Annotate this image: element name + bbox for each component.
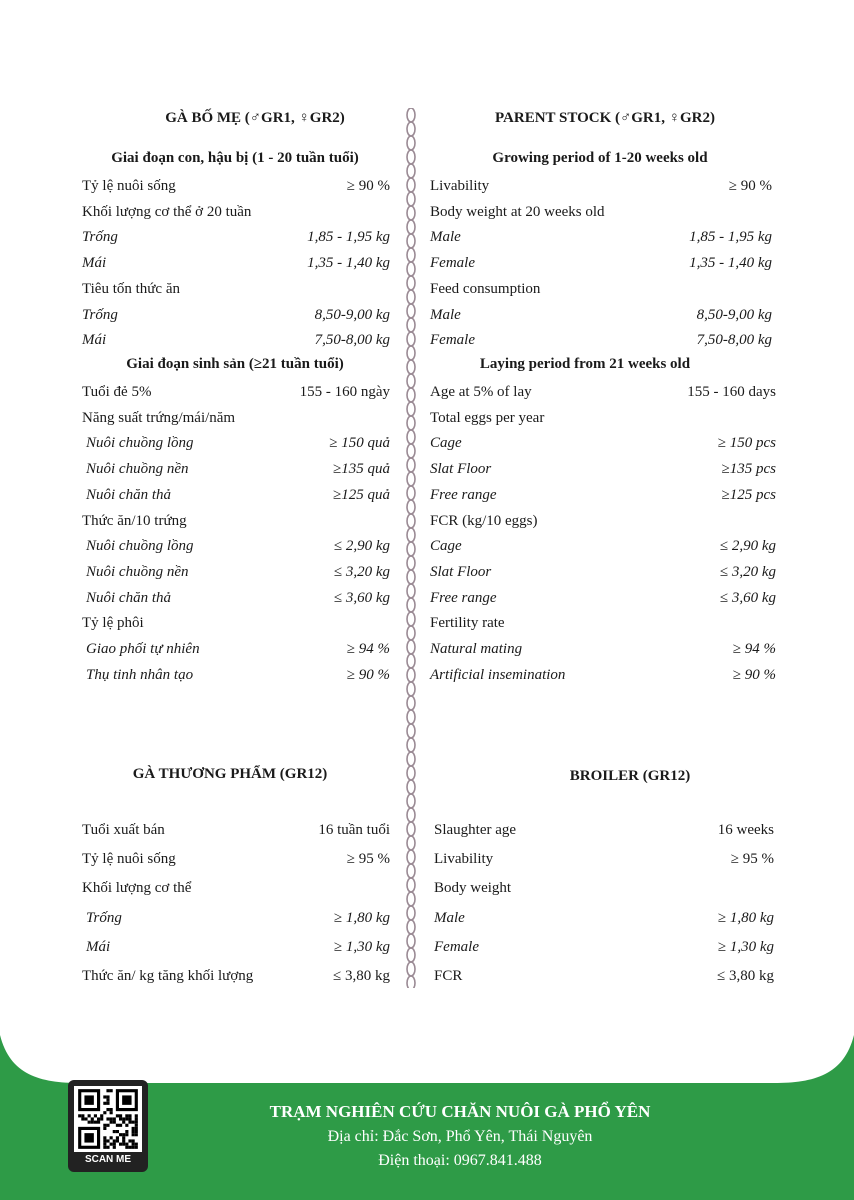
right-laying-value: ≤ 3,60 kg xyxy=(719,589,776,606)
chain-link xyxy=(407,304,415,318)
right-growing-heading: Growing period of 1-20 weeks old xyxy=(492,150,708,166)
left-laying-value: ≥125 quả xyxy=(333,486,390,503)
left-laying-label: Nuôi chăn thả xyxy=(86,486,171,503)
chain-link xyxy=(407,808,415,822)
chain-link xyxy=(407,878,415,892)
chain-link xyxy=(407,150,415,164)
right-broiler-value: ≤ 3,80 kg xyxy=(717,968,774,984)
left-growing-value: 1,85 - 1,95 kg xyxy=(307,229,390,246)
left-broiler-label: Tỷ lệ nuôi sống xyxy=(82,851,176,868)
left-growing-value: 1,35 - 1,40 kg xyxy=(307,255,390,272)
left-growing-label: Trống xyxy=(82,229,118,246)
left-broiler-row xyxy=(82,907,390,929)
right-laying-label: Free range xyxy=(430,486,497,503)
left-laying-label: Nuôi chăn thả xyxy=(86,589,171,606)
right-laying-value: ≥ 90 % xyxy=(732,666,776,683)
left-laying-value: ≤ 3,60 kg xyxy=(333,589,390,606)
chain-link xyxy=(407,570,415,584)
chain-link xyxy=(407,766,415,780)
right-laying-label: Slat Floor xyxy=(430,563,492,580)
left-laying-label: Thụ tinh nhân tạo xyxy=(86,666,194,683)
chain-link xyxy=(407,920,415,934)
left-laying-label: Năng suất trứng/mái/năm xyxy=(82,409,236,426)
left-growing-label: Khối lượng cơ thể ở 20 tuần xyxy=(82,203,252,220)
chain-link xyxy=(407,416,415,430)
left-growing-row xyxy=(82,304,390,326)
chain-link xyxy=(407,262,415,276)
left-laying-heading: Giai đoạn sinh sản (≥21 tuần tuổi) xyxy=(126,356,344,372)
left-broiler-value: ≥ 1,30 kg xyxy=(333,938,390,955)
chain-link xyxy=(407,430,415,444)
right-broiler-row xyxy=(434,965,774,987)
left-laying-row xyxy=(82,587,390,609)
right-laying-label: Artificial insemination xyxy=(430,666,566,683)
left-title: GÀ BỐ MẸ (♂GR1, ♀GR2) xyxy=(165,110,345,126)
right-laying-label: Fertility rate xyxy=(430,615,505,632)
right-laying-row xyxy=(430,407,776,429)
left-laying-value: ≥135 quả xyxy=(333,461,390,478)
chain-link xyxy=(407,290,415,304)
right-growing-label: Female xyxy=(430,332,475,349)
chain-link xyxy=(407,556,415,570)
chain-link xyxy=(407,332,415,346)
chain-divider xyxy=(404,108,418,988)
left-laying-row xyxy=(82,612,390,634)
left-laying-value: ≤ 3,20 kg xyxy=(333,563,390,580)
left-laying-label: Nuôi chuồng lồng xyxy=(86,435,194,452)
chain-link xyxy=(407,976,415,988)
left-broiler-value: ≤ 3,80 kg xyxy=(333,968,390,984)
right-broiler-title: BROILER (GR12) xyxy=(569,768,691,784)
chain-link xyxy=(407,724,415,738)
chain-link xyxy=(407,206,415,220)
left-broiler-row xyxy=(82,877,390,899)
right-growing-row xyxy=(430,226,772,248)
right-broiler-label: FCR xyxy=(434,968,463,984)
right-laying-value: ≥135 pcs xyxy=(721,461,776,478)
chain-link xyxy=(407,752,415,766)
chain-link xyxy=(407,668,415,682)
right-laying-value: ≥ 150 pcs xyxy=(717,435,776,452)
left-growing-label: Tiêu tốn thức ăn xyxy=(82,280,180,297)
chain-link xyxy=(407,710,415,724)
footer-address: Địa chỉ: Đắc Sơn, Phổ Yên, Thái Nguyên xyxy=(327,1128,593,1145)
chain-link xyxy=(407,486,415,500)
right-laying-value: ≤ 3,20 kg xyxy=(719,563,776,580)
left-laying-row xyxy=(82,381,390,403)
chain-link xyxy=(407,682,415,696)
left-growing-row xyxy=(82,329,390,351)
left-growing-value: 7,50-8,00 kg xyxy=(314,332,390,349)
right-broiler-row xyxy=(434,936,774,958)
right-laying-value: ≥ 94 % xyxy=(732,641,776,657)
left-laying-value: ≥ 94 % xyxy=(346,641,390,657)
left-laying-row xyxy=(82,561,390,583)
right-laying-label: Natural mating xyxy=(430,641,523,657)
right-growing-row xyxy=(430,304,772,326)
right-growing-label: Female xyxy=(430,255,475,272)
right-growing-label: Male xyxy=(430,229,461,246)
left-growing-value: 8,50-9,00 kg xyxy=(314,306,390,323)
left-broiler-label: Thức ăn/ kg tăng khối lượng xyxy=(82,968,254,984)
right-laying-label: Free range xyxy=(430,589,497,606)
left-broiler-title: GÀ THƯƠNG PHẨM (GR12) xyxy=(132,766,328,782)
chain-link xyxy=(407,122,415,136)
right-laying-label: Cage xyxy=(430,435,462,452)
right-laying-value: 155 - 160 days xyxy=(687,384,776,400)
qr-label: SCAN ME xyxy=(84,1154,132,1165)
chain-link xyxy=(407,360,415,374)
right-laying-row xyxy=(430,638,776,660)
left-laying-row xyxy=(82,664,390,686)
chain-link xyxy=(407,836,415,850)
left-broiler-label: Tuổi xuất bán xyxy=(82,822,165,838)
left-growing-heading: Giai đoạn con, hậu bị (1 - 20 tuần tuổi) xyxy=(111,150,359,166)
chain-link xyxy=(407,500,415,514)
left-laying-label: Tỷ lệ phôi xyxy=(82,615,144,632)
right-laying-row xyxy=(430,432,776,454)
right-broiler-label: Female xyxy=(434,938,479,955)
left-broiler-value: 16 tuần tuổi xyxy=(318,822,390,838)
chain-link xyxy=(407,948,415,962)
chain-link xyxy=(407,542,415,556)
right-laying-row xyxy=(430,612,776,634)
qr-code-pattern xyxy=(74,1086,142,1152)
left-broiler-label: Khối lượng cơ thể xyxy=(82,880,192,897)
right-laying-row xyxy=(430,535,776,557)
chain-link xyxy=(407,934,415,948)
chain-link xyxy=(407,444,415,458)
left-broiler-value: ≥ 1,80 kg xyxy=(333,909,390,926)
right-broiler-value: 16 weeks xyxy=(717,822,774,838)
right-broiler-label: Livability xyxy=(434,851,494,868)
left-broiler-row xyxy=(82,848,390,870)
chain-link xyxy=(407,598,415,612)
left-growing-row xyxy=(82,175,390,197)
right-laying-heading: Laying period from 21 weeks old xyxy=(479,356,691,372)
left-broiler-row xyxy=(82,936,390,958)
right-laying-value: ≤ 2,90 kg xyxy=(719,538,776,555)
right-growing-value: ≥ 90 % xyxy=(728,178,772,194)
right-broiler-value: ≥ 1,30 kg xyxy=(717,938,774,955)
chain-link xyxy=(407,626,415,640)
left-laying-label: Nuôi chuồng lồng xyxy=(86,538,194,555)
chain-link xyxy=(407,108,415,122)
chain-link xyxy=(407,276,415,290)
right-growing-row xyxy=(430,175,772,197)
right-laying-label: FCR (kg/10 eggs) xyxy=(430,512,538,529)
left-laying-row xyxy=(82,484,390,506)
right-growing-label: Livability xyxy=(430,178,490,194)
right-broiler-label: Slaughter age xyxy=(434,822,517,838)
chain-link xyxy=(407,514,415,528)
chain-link xyxy=(407,402,415,416)
footer-org-name: TRẠM NGHIÊN CỨU CHĂN NUÔI GÀ PHỔ YÊN xyxy=(269,1102,651,1121)
right-laying-row xyxy=(430,664,776,686)
right-growing-label: Body weight at 20 weeks old xyxy=(430,203,605,220)
chain-link xyxy=(407,136,415,150)
left-broiler-row xyxy=(82,819,390,841)
right-growing-value: 1,35 - 1,40 kg xyxy=(689,255,772,272)
chain-link xyxy=(407,822,415,836)
chain-link xyxy=(407,318,415,332)
left-growing-label: Mái xyxy=(82,332,107,349)
chain-link xyxy=(407,458,415,472)
right-growing-row xyxy=(430,278,772,300)
right-laying-label: Age at 5% of lay xyxy=(430,384,532,400)
left-laying-label: Thức ăn/10 trứng xyxy=(82,512,187,529)
chain-link xyxy=(407,962,415,976)
qr-code[interactable] xyxy=(68,1080,148,1172)
left-broiler-label: Trống xyxy=(86,909,122,926)
right-laying-row xyxy=(430,484,776,506)
right-growing-row xyxy=(430,252,772,274)
chain-link xyxy=(407,178,415,192)
left-laying-row xyxy=(82,407,390,429)
right-growing-row xyxy=(430,201,772,223)
left-laying-label: Nuôi chuồng nền xyxy=(86,461,189,478)
right-laying-label: Total eggs per year xyxy=(430,409,545,426)
chain-link xyxy=(407,192,415,206)
left-growing-value: ≥ 90 % xyxy=(346,178,390,194)
left-growing-row xyxy=(82,252,390,274)
chain-link xyxy=(407,612,415,626)
right-laying-row xyxy=(430,561,776,583)
right-broiler-value: ≥ 95 % xyxy=(730,851,774,868)
chain-link xyxy=(407,528,415,542)
right-growing-value: 8,50-9,00 kg xyxy=(696,306,772,323)
chain-link xyxy=(407,640,415,654)
right-title: PARENT STOCK (♂GR1, ♀GR2) xyxy=(494,110,716,126)
chain-link xyxy=(407,794,415,808)
left-laying-value: ≤ 2,90 kg xyxy=(333,538,390,555)
chain-link xyxy=(407,864,415,878)
chain-link xyxy=(407,346,415,360)
chain-link xyxy=(407,906,415,920)
chain-link xyxy=(407,892,415,906)
right-laying-label: Slat Floor xyxy=(430,461,492,478)
left-growing-row xyxy=(82,278,390,300)
left-laying-row xyxy=(82,458,390,480)
left-laying-row xyxy=(82,432,390,454)
left-broiler-value: ≥ 95 % xyxy=(346,851,390,868)
right-broiler-row xyxy=(434,819,774,841)
left-broiler-label: Mái xyxy=(86,938,111,955)
right-growing-label: Feed consumption xyxy=(430,280,541,297)
left-laying-value: ≥ 150 quả xyxy=(329,435,390,452)
chain-link xyxy=(407,696,415,710)
left-laying-row xyxy=(82,510,390,532)
left-laying-label: Giao phối tự nhiên xyxy=(86,641,200,657)
left-growing-row xyxy=(82,201,390,223)
chain-link xyxy=(407,654,415,668)
right-broiler-row xyxy=(434,907,774,929)
right-laying-row xyxy=(430,381,776,403)
left-growing-row xyxy=(82,226,390,248)
right-growing-value: 7,50-8,00 kg xyxy=(696,332,772,349)
right-broiler-value: ≥ 1,80 kg xyxy=(717,909,774,926)
chain-link xyxy=(407,248,415,262)
left-laying-label: Tuổi đẻ 5% xyxy=(82,384,152,400)
chain-link xyxy=(407,388,415,402)
chain-link xyxy=(407,220,415,234)
right-growing-value: 1,85 - 1,95 kg xyxy=(689,229,772,246)
right-growing-label: Male xyxy=(430,306,461,323)
right-laying-row xyxy=(430,510,776,532)
chain-link xyxy=(407,850,415,864)
chain-link xyxy=(407,374,415,388)
chain-link xyxy=(407,234,415,248)
right-laying-row xyxy=(430,458,776,480)
right-laying-label: Cage xyxy=(430,538,462,555)
left-growing-label: Tỷ lệ nuôi sống xyxy=(82,178,176,194)
left-laying-value: 155 - 160 ngày xyxy=(299,384,390,400)
left-broiler-row xyxy=(82,965,390,987)
left-laying-row xyxy=(82,535,390,557)
right-laying-row xyxy=(430,587,776,609)
chain-link xyxy=(407,738,415,752)
chain-link xyxy=(407,584,415,598)
right-broiler-label: Male xyxy=(434,909,465,926)
left-laying-row xyxy=(82,638,390,660)
footer-phone: Điện thoại: 0967.841.488 xyxy=(378,1152,542,1169)
right-broiler-row xyxy=(434,848,774,870)
left-growing-label: Trống xyxy=(82,306,118,323)
left-laying-value: ≥ 90 % xyxy=(346,666,390,683)
chain-link xyxy=(407,164,415,178)
left-laying-label: Nuôi chuồng nền xyxy=(86,563,189,580)
chain-link xyxy=(407,780,415,794)
right-broiler-label: Body weight xyxy=(434,880,512,897)
right-laying-value: ≥125 pcs xyxy=(721,486,776,503)
left-growing-label: Mái xyxy=(82,255,107,272)
chain-link xyxy=(407,472,415,486)
right-growing-row xyxy=(430,329,772,351)
right-broiler-row xyxy=(434,877,774,899)
